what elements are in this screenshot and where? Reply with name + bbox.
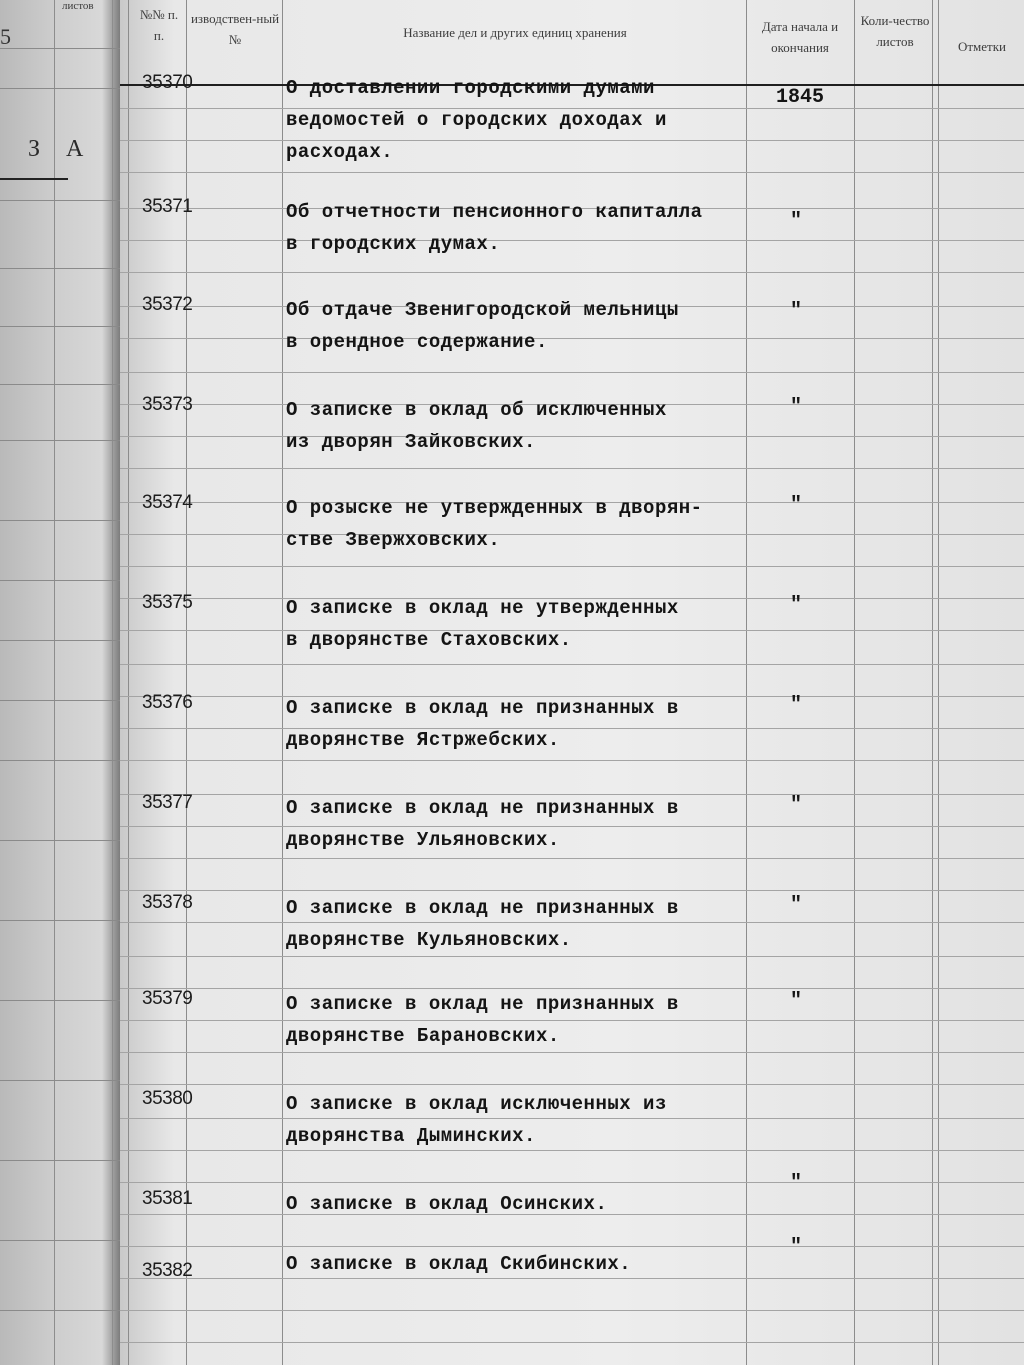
- item-number: 35370: [142, 72, 193, 93]
- ditto-mark: ": [790, 396, 803, 419]
- ditto-mark: ": [790, 990, 803, 1013]
- item-title: О записке в оклад не признанных в дворянстве Кульяновских.: [286, 897, 679, 951]
- table-row: [120, 692, 1024, 792]
- header-title: Название дел и других единиц хранения: [403, 25, 627, 40]
- ditto-mark: ": [790, 694, 803, 717]
- ditto-mark: ": [790, 210, 803, 233]
- item-number: 35375: [142, 592, 193, 613]
- header-dates: Дата начала и окончания: [761, 19, 839, 55]
- item-title: О записке в оклад не утвержденных в дворянстве Стаховских.: [286, 597, 679, 651]
- table-row: [120, 394, 1024, 494]
- item-title: О записке в оклад об исключенных из дворян Зайковских.: [286, 399, 667, 453]
- item-number: 35377: [142, 792, 193, 813]
- left-page-header-fragment: листов: [62, 0, 94, 12]
- table-row: [120, 892, 1024, 992]
- ditto-mark: ": [790, 894, 803, 917]
- item-number: 35379: [142, 988, 193, 1009]
- item-number: 35378: [142, 892, 193, 913]
- table-row: [120, 792, 1024, 892]
- table-row: [120, 294, 1024, 394]
- ditto-mark: ": [790, 1236, 803, 1259]
- item-number: 35374: [142, 492, 193, 513]
- item-number: 35373: [142, 394, 193, 415]
- inventory-sheet: [120, 0, 1024, 1365]
- table-row: [120, 492, 1024, 592]
- item-number: 35382: [142, 1260, 193, 1281]
- item-number: 35376: [142, 692, 193, 713]
- ditto-mark: ": [790, 300, 803, 323]
- item-number: 35380: [142, 1088, 193, 1109]
- section-mark: З А: [28, 136, 94, 162]
- table-row: [120, 988, 1024, 1088]
- item-title: Об отчетности пенсионного капиталла в городских думах.: [286, 201, 703, 255]
- header-production-no: изводствен-ный №: [190, 11, 280, 47]
- item-title: О записке в оклад не признанных в дворянстве Ястржебских.: [286, 697, 679, 751]
- item-title: О записке в оклад не признанных в дворянстве Ульяновских.: [286, 797, 679, 851]
- item-number: 35371: [142, 196, 193, 217]
- header-notes: Отметки: [957, 39, 1007, 54]
- ditto-mark: ": [790, 794, 803, 817]
- item-title: О записке в оклад не признанных в дворянстве Барановских.: [286, 993, 679, 1047]
- ditto-mark: ": [790, 1172, 803, 1195]
- ditto-mark: ": [790, 594, 803, 617]
- ditto-mark: ": [790, 494, 803, 517]
- item-number: 35381: [142, 1188, 193, 1209]
- item-date: 1845: [775, 86, 824, 109]
- table-row: [120, 1236, 1024, 1348]
- item-title: Об отдаче Звенигородской мельницы в орендное содержание.: [286, 299, 679, 353]
- section-underline: [0, 178, 68, 180]
- item-title: О розыске не утвержденных в дворян- стве Звержховских.: [286, 497, 703, 551]
- left-page-margin: [0, 0, 120, 1365]
- item-title: О доставлении городскими думами ведомостей о городских доходах и расходах.: [286, 77, 667, 163]
- table-row: [120, 1088, 1024, 1188]
- item-title: О записке в оклад Осинских.: [286, 1193, 608, 1215]
- left-page-corner-mark: 5: [0, 24, 11, 49]
- table-row: [120, 72, 1024, 172]
- item-number: 35372: [142, 294, 193, 315]
- item-title: О записке в оклад Скибинских.: [286, 1253, 632, 1275]
- table-row: [120, 592, 1024, 692]
- header-sheet-count: Коли-чество листов: [860, 13, 930, 49]
- header-item-no: №№ п. п.: [139, 7, 179, 43]
- table-row: [120, 196, 1024, 296]
- item-title: О записке в оклад исключенных из дворянства Дыминских.: [286, 1093, 667, 1147]
